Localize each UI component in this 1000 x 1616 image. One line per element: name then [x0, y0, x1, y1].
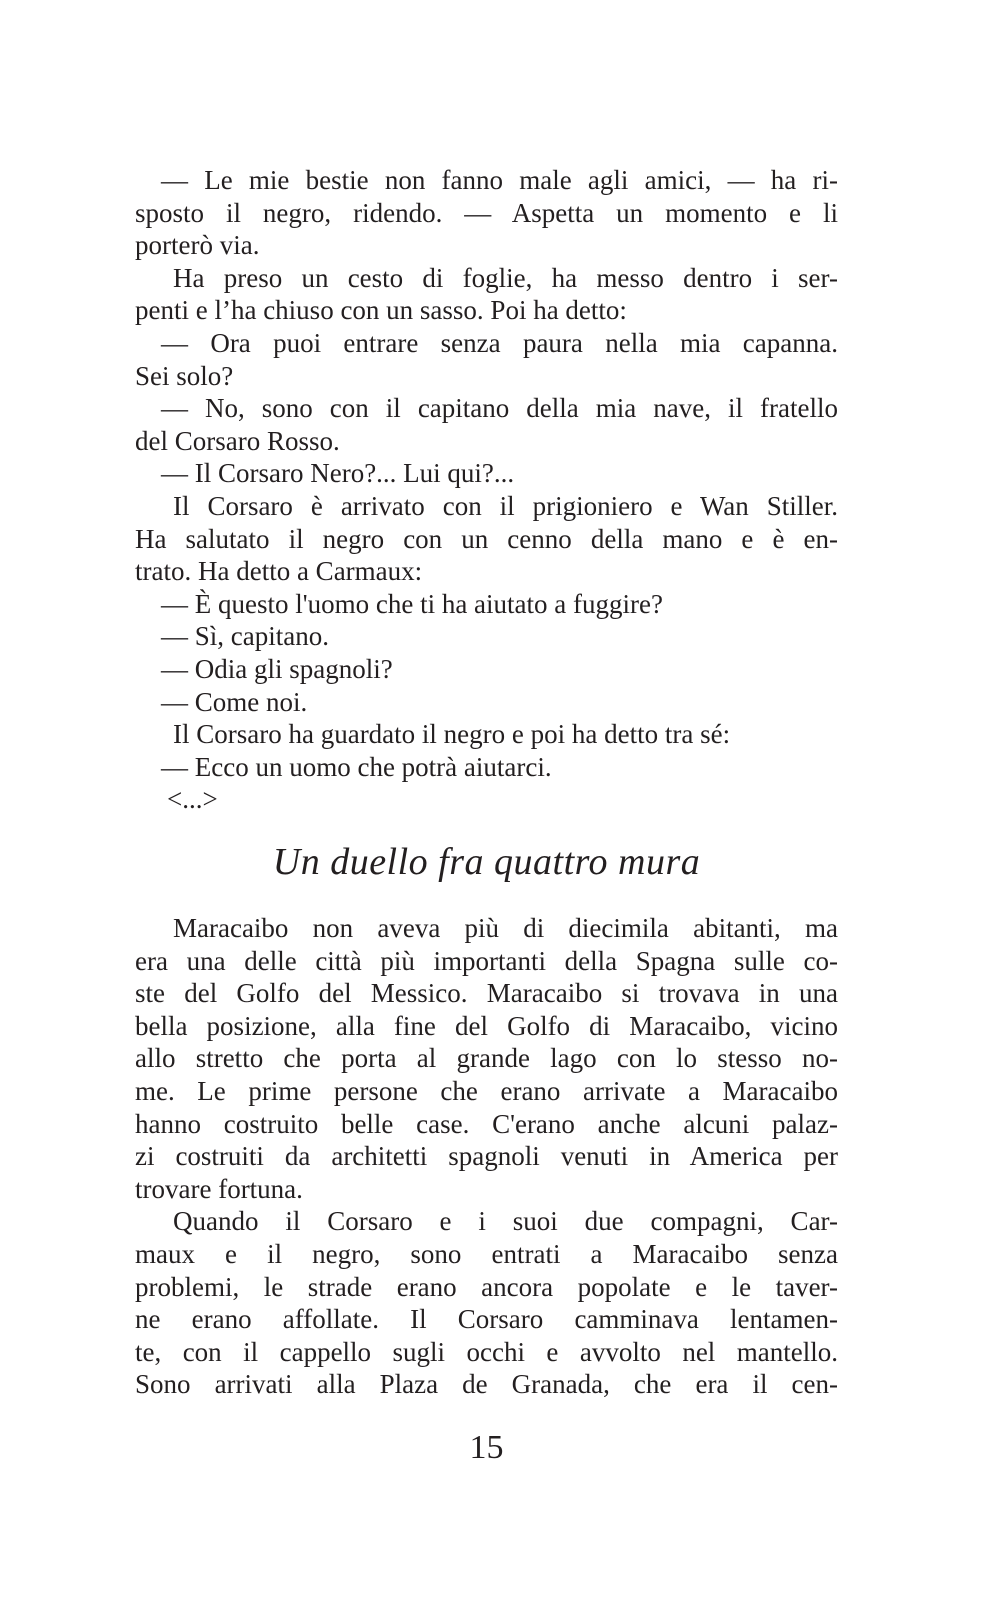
page-number: 15: [469, 1429, 504, 1466]
text-line: Sono arrivati alla Plaza de Granada, che era il cen-: [135, 1369, 838, 1400]
text-line: te, con il cappello sugli occhi e avvolto nel mantello.: [135, 1336, 838, 1367]
text-line: Ha salutato il negro con un cenno della mano e è en-: [135, 523, 838, 554]
text-line: — Ecco un uomo che potrà aiutarci.: [161, 751, 552, 782]
text-line: porterò via.: [135, 230, 260, 261]
text-line: trovare fortuna.: [135, 1173, 303, 1204]
text-line: zi costruiti da architetti spagnoli venuti in America per: [135, 1141, 838, 1172]
text-line: Ha preso un cesto di foglie, ha messo dentro i ser-: [173, 262, 838, 293]
text-line: Il Corsaro è arrivato con il prigioniero e Wan Stiller.: [173, 490, 838, 521]
text-line: Sei solo?: [135, 360, 234, 391]
text-line: Maracaibo non aveva più di diecimila abitanti, ma: [173, 913, 838, 943]
text-line: hanno costruito belle case. C'erano anche alcuni palaz-: [135, 1108, 838, 1139]
text-line: — Come noi.: [161, 686, 308, 717]
text-line: — Odia gli spagnoli?: [161, 653, 393, 684]
text-section-maracaibo: [135, 912, 838, 1401]
text-line: me. Le prime persone che erano arrivate a Maracaibo: [135, 1075, 838, 1106]
text-line: Il Corsaro ha guardato il negro e poi ha detto tra sé:: [173, 719, 731, 750]
text-line: trato. Ha detto a Carmaux:: [135, 556, 423, 587]
text-line: del Corsaro Rosso.: [135, 425, 340, 456]
omission-mark: <...>: [167, 784, 218, 815]
text-line: — Il Corsaro Nero?... Lui qui?...: [161, 458, 515, 489]
text-line: era una delle città più importanti della Spagna sulle co-: [135, 945, 838, 976]
chapter-title: Un duello fra quattro mura: [272, 841, 701, 883]
text-line: — No, sono con il capitano della mia nave, il fratello: [161, 393, 838, 424]
text-line: — È questo l'uomo che ti ha aiutato a fuggire?: [161, 588, 663, 619]
text-line: sposto il negro, ridendo. — Aspetta un momento e li: [135, 197, 838, 228]
text-line: problemi, le strade erano ancora popolate e le taver-: [135, 1271, 838, 1302]
text-line: — Sì, capitano.: [161, 621, 329, 652]
text-section-dialogue: [135, 164, 838, 816]
text-line: — Ora puoi entrare senza paura nella mia capanna.: [161, 327, 838, 358]
text-line: ne erano affollate. Il Corsaro camminava lentamen-: [135, 1304, 838, 1335]
text-line: penti e l’ha chiuso con un sasso. Poi ha detto:: [135, 295, 627, 326]
text-line: allo stretto che porta al grande lago con lo stesso no-: [135, 1043, 838, 1074]
text-line: Quando il Corsaro e i suoi due compagni, Car-: [173, 1206, 838, 1237]
text-line: — Le mie bestie non fanno male agli amici, — ha ri-: [161, 165, 838, 195]
text-line: ste del Golfo del Messico. Maracaibo si trovava in una: [135, 978, 838, 1009]
text-line: maux e il negro, sono entrati a Maracaibo senza: [135, 1238, 838, 1269]
text-line: bella posizione, alla fine del Golfo di Maracaibo, vicino: [135, 1010, 838, 1041]
